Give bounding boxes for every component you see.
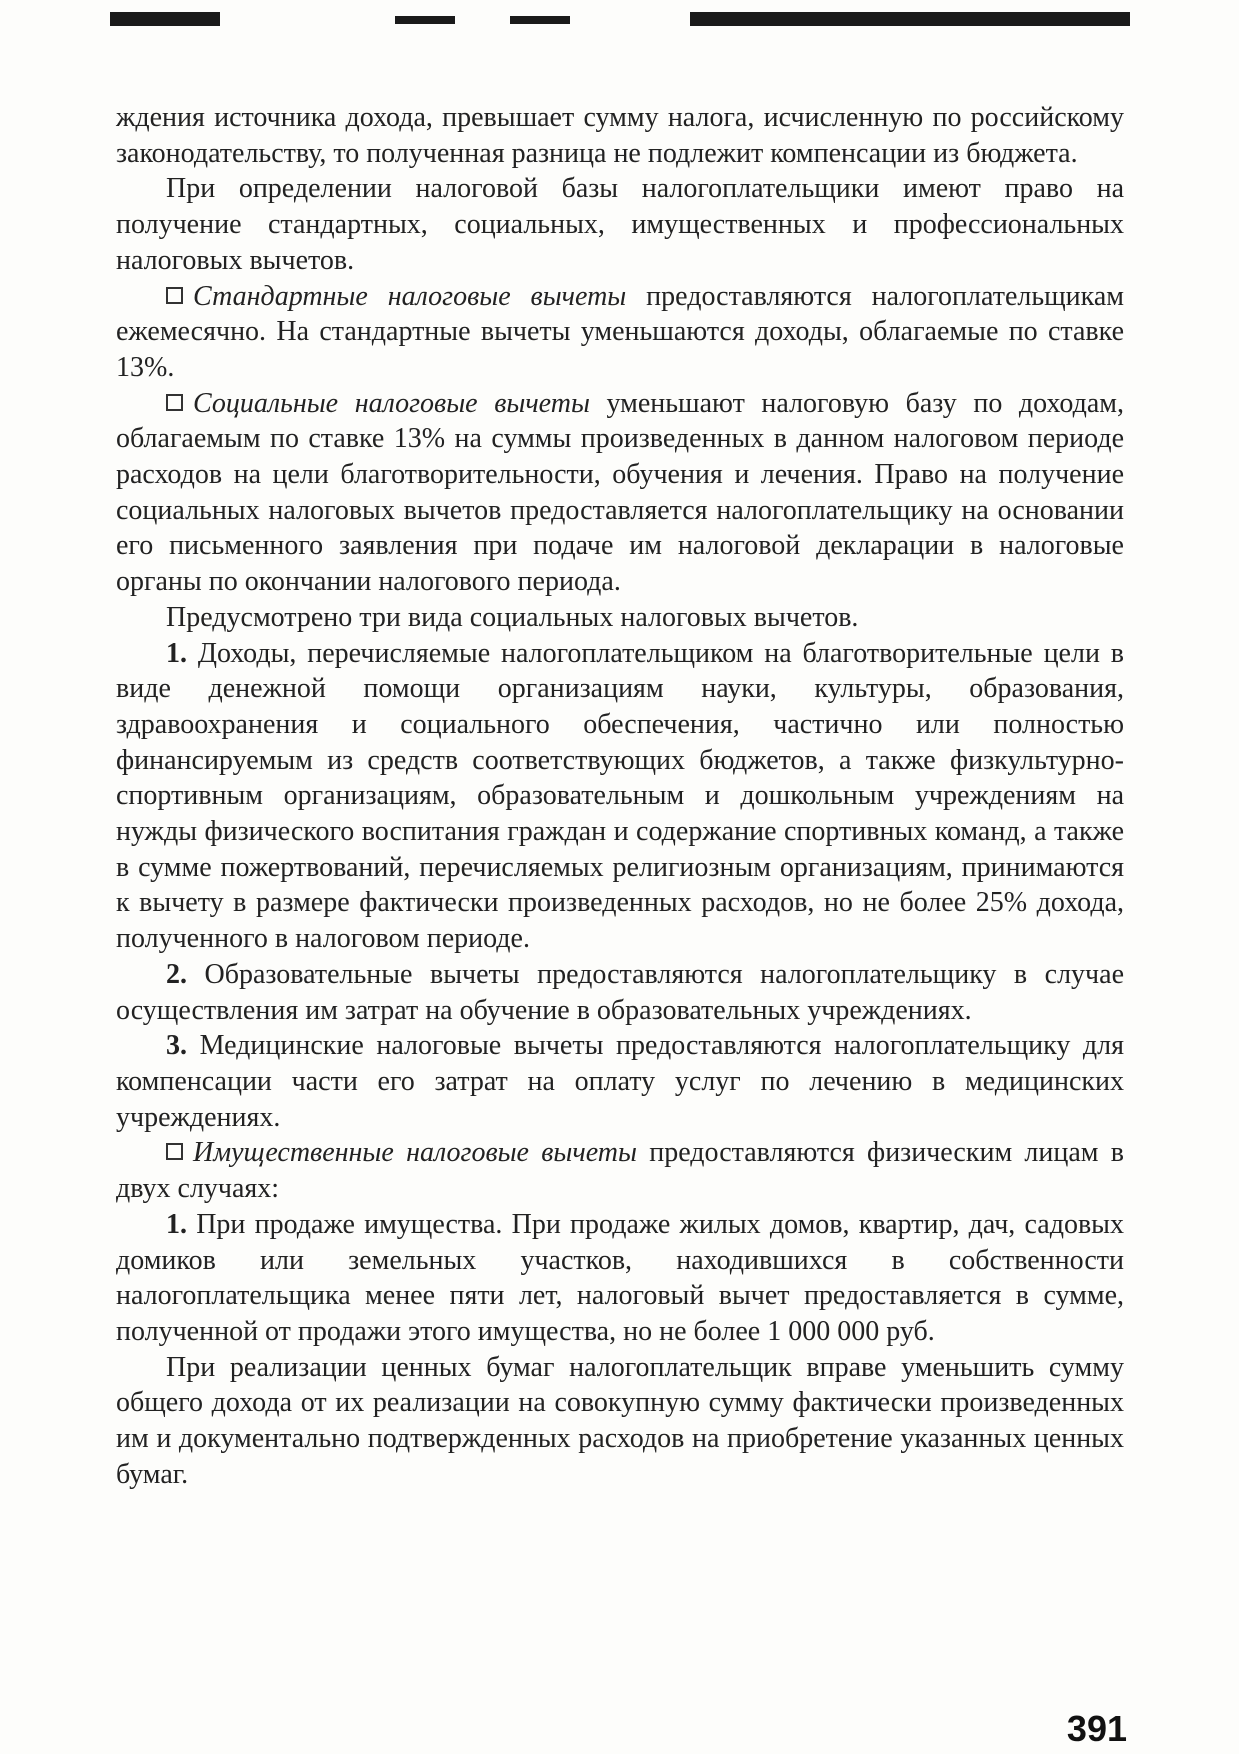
paragraph: При реализации ценных бумаг налогоплательщик вправе уменьшить сумму общего дохода от их реализации на совокупную сумму фактически произведенных им и документально подтвержденных расходов на приобретение указанных ценных бумаг. (116, 1351, 1124, 1490)
list-item: 1. Доходы, перечисляемые налогоплательщиком на благотворительные цели в виде денежной помощи организациям науки, культуры, образования, здравоохранения и социального обеспечения, частично или полностью финансируемым из средств соответствующих бюджетов, а также физкультурно-спортивным организациям, образовательным и дошкольным учреждениям на нужды физического воспитания граждан и содержание спортивных команд, а также в сумме пожертвований, перечисляемых религиозным организациям, принимаются к вычету в размере фактически произведенных расходов, но не более 25% дохода, полученного в налоговом периоде. (116, 637, 1124, 955)
paragraph: При определении налоговой базы налогоплательщики имеют право на получение стандартных, социальных, имущественных и профессиональных налоговых вычетов. (116, 173, 1124, 276)
paragraph: ждения источника дохода, превышает сумму налога, исчисленную по российскому законодательству, то полученная разница не подлежит компенсации из бюджета. (116, 102, 1124, 169)
list-item: 2. Образовательные вычеты предоставляются налогоплательщику в случае осуществления им затрат на обучение в образовательных учреждениях. (116, 958, 1124, 1026)
paragraph: Стандартные налоговые вычеты предоставляются налогоплательщикам ежемесячно. На стандартные вычеты уменьшаются доходы, облагаемые по ставке 13%. (116, 280, 1124, 383)
paragraph: Имущественные налоговые вычеты предоставляются физическим лицам в двух случаях: (116, 1137, 1124, 1205)
page-text (116, 100, 1124, 1492)
scan-artifact-bar (110, 12, 220, 26)
paragraph: Социальные налоговые вычеты уменьшают налоговую базу по доходам, облагаемым по ставке 13% на суммы произведенных в данном налоговом периоде расходов на цели благотворительности, обучения и лечения. Право на получение социальных налоговых вычетов предоставляется налогоплательщику на основании его письменного заявления при подаче им налоговой декларации в налоговые органы по окончании налогового периода. (116, 387, 1124, 598)
term: Стандартные налоговые вычеты (193, 280, 627, 312)
term: Социальные налоговые вычеты (193, 387, 590, 419)
page-number: 391 (1066, 1708, 1127, 1749)
paragraph: Предусмотрено три вида социальных налоговых вычетов. (166, 601, 859, 633)
term: Имущественные налоговые вычеты (193, 1137, 637, 1169)
checkbox-bullet-icon (166, 1143, 183, 1160)
scan-artifact-bar (690, 12, 1130, 26)
scan-artifact-bar (510, 16, 570, 24)
checkbox-bullet-icon (166, 287, 183, 304)
list-item: 3. Медицинские налоговые вычеты предоставляются налогоплательщику для компенсации части его затрат на оплату услуг по лечению в медицинских учреждениях. (116, 1030, 1124, 1133)
scan-artifact-bar (395, 16, 455, 24)
list-item: 1. При продаже имущества. При продаже жилых домов, квартир, дач, садовых домиков или земельных участков, находившихся в собственности налогоплательщика менее пяти лет, налоговый вычет предоставляется в сумме, полученной от продажи этого имущества, но не более 1 000 000 руб. (116, 1208, 1124, 1347)
checkbox-bullet-icon (166, 394, 183, 411)
